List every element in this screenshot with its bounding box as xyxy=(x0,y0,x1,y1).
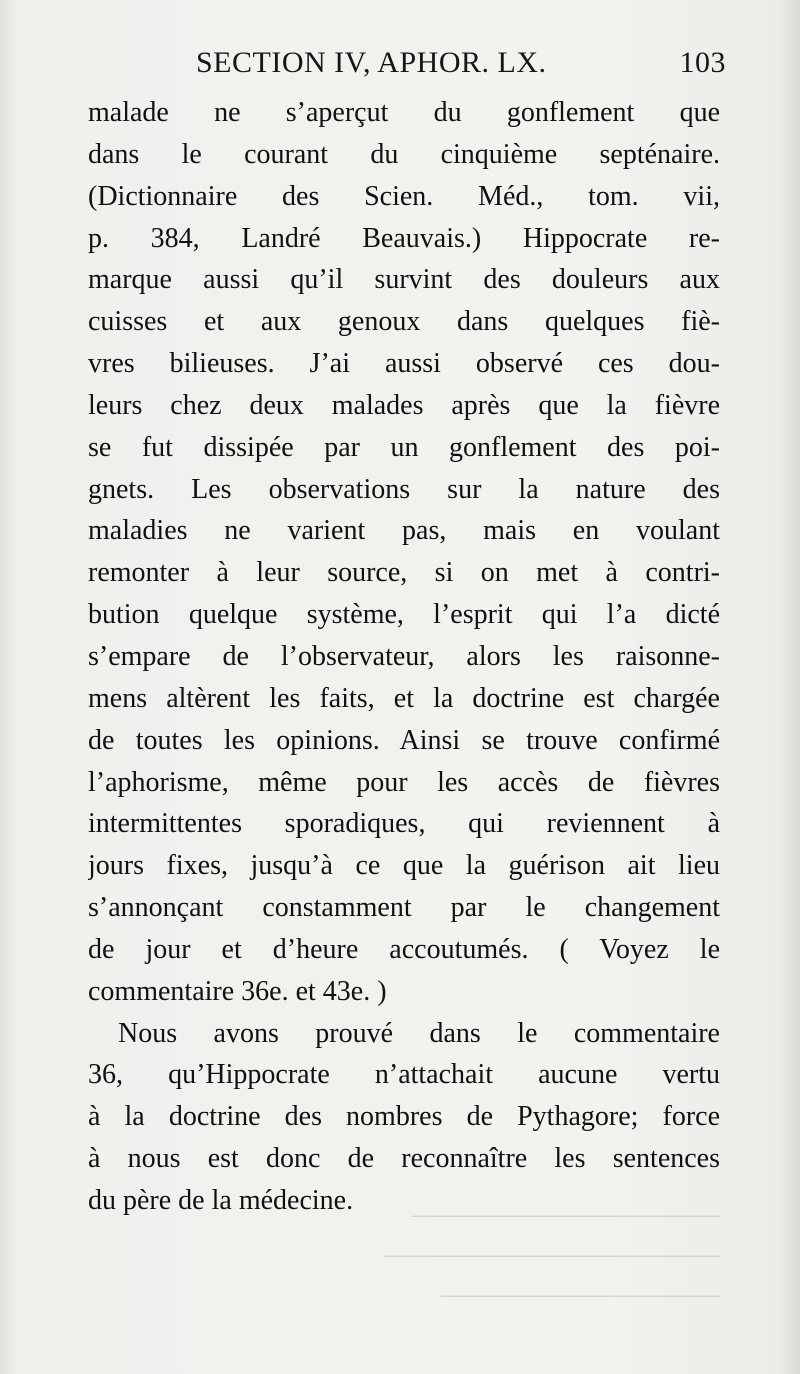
text-line: de toutes les opinions. Ainsi se trouve confirmé xyxy=(88,724,720,756)
body-text xyxy=(88,92,720,1222)
text-line: (Dictionnaire des Scien. Méd., tom. vii, xyxy=(88,180,720,212)
paragraph-start-line: Nous avons prouvé dans le commentaire xyxy=(118,1017,720,1049)
text-line: cuisses et aux genoux dans quelques fiè- xyxy=(88,306,720,338)
text-line: commentaire 36e. et 43e. ) xyxy=(88,975,387,1007)
text-line: intermittentes sporadiques, qui reviennent à xyxy=(88,808,720,840)
text-line: remonter à leur source, si on met à contri- xyxy=(88,557,720,589)
section-title: SECTION IV, APHOR. LX. xyxy=(196,46,547,79)
text-line: jours fixes, jusqu’à ce que la guérison ait lieu xyxy=(88,850,720,882)
text-line: se fut dissipée par un gonflement des poi- xyxy=(88,431,720,463)
text-line: s’annonçant constamment par le changement xyxy=(88,892,720,924)
text-line: vres bilieuses. J’ai aussi observé ces dou- xyxy=(88,348,720,380)
text-line: l’aphorisme, même pour les accès de fièvres xyxy=(88,766,720,798)
text-line: à nous est donc de reconnaître les sentences xyxy=(88,1143,720,1175)
text-line: dans le courant du cinquième septénaire. xyxy=(88,138,720,170)
text-line: du père de la médecine. xyxy=(88,1184,354,1216)
text-line: bution quelque système, l’esprit qui l’a dicté xyxy=(88,599,720,631)
text-line: gnets. Les observations sur la nature des xyxy=(88,473,720,505)
text-line: de jour et d’heure accoutumés. ( Voyez le xyxy=(88,933,720,965)
text-line: 36, qu’Hippocrate n’attachait aucune vertu xyxy=(88,1059,720,1091)
text-line: leurs chez deux malades après que la fièvre xyxy=(88,389,720,421)
page-number: 103 xyxy=(679,46,726,79)
text-line: à la doctrine des nombres de Pythagore; force xyxy=(88,1101,720,1133)
text-line: maladies ne varient pas, mais en voulant xyxy=(88,515,720,547)
text-line: marque aussi qu’il survint des douleurs aux xyxy=(88,264,720,296)
text-line: mens altèrent les faits, et la doctrine est chargée xyxy=(88,682,720,714)
running-head xyxy=(196,40,726,84)
text-line: s’empare de l’observateur, alors les raisonne- xyxy=(88,640,720,672)
text-line: malade ne s’aperçut du gonflement que xyxy=(88,97,720,128)
text-line: p. 384, Landré Beauvais.) Hippocrate re- xyxy=(88,222,720,254)
show-through-text: ——————————— ———————————— —————————— xyxy=(384,1199,720,1310)
